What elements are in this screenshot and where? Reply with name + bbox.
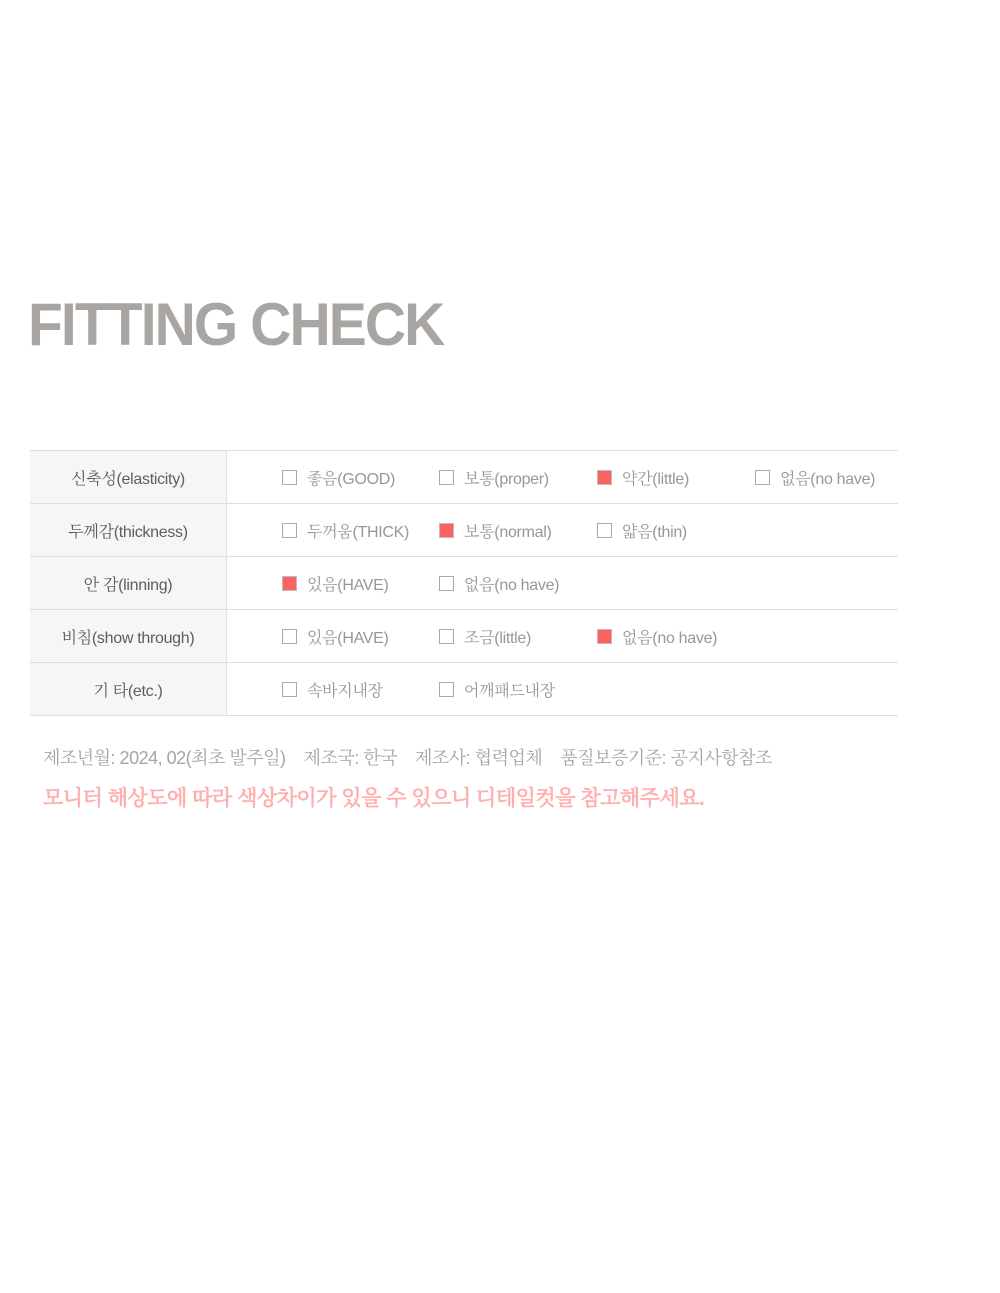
row-label: 신축성(elasticity)	[30, 451, 227, 503]
row-label: 기 타(etc.)	[30, 663, 227, 715]
row-options	[227, 557, 898, 609]
option	[755, 451, 875, 503]
checkbox-icon[interactable]	[282, 576, 297, 591]
checkbox-icon[interactable]	[282, 629, 297, 644]
fitting-check-table	[30, 450, 898, 716]
row-options	[227, 504, 898, 556]
option	[597, 451, 689, 503]
checkbox-icon[interactable]	[755, 470, 770, 485]
table-row-show-through	[30, 610, 898, 663]
option	[282, 557, 389, 609]
table-row-thickness	[30, 504, 898, 557]
option	[439, 504, 551, 556]
option-label: 얇음(thin)	[622, 523, 687, 541]
option	[597, 610, 717, 662]
option-label: 두꺼움(THICK)	[307, 523, 410, 541]
checkbox-icon[interactable]	[597, 523, 612, 538]
option	[282, 610, 389, 662]
option-label: 약간(little)	[622, 470, 690, 488]
manufacturer: 제조사: 협력업체	[415, 748, 543, 768]
manufacture-country: 제조국: 한국	[303, 748, 398, 768]
option	[282, 504, 409, 556]
checkbox-icon[interactable]	[597, 629, 612, 644]
checkbox-icon[interactable]	[439, 682, 454, 697]
option-label: 없음(no have)	[464, 576, 560, 594]
option	[439, 610, 531, 662]
checkbox-icon[interactable]	[439, 576, 454, 591]
option	[597, 504, 687, 556]
table-row-etc	[30, 663, 898, 716]
option-label: 보통(proper)	[464, 470, 549, 488]
option-label: 있음(HAVE)	[307, 629, 389, 647]
checkbox-icon[interactable]	[282, 523, 297, 538]
option-label: 보통(normal)	[464, 523, 552, 541]
quality-guarantee-standard: 품질보증기준: 공지사항참조	[560, 748, 772, 768]
option	[439, 557, 559, 609]
option	[439, 451, 549, 503]
option-label: 조금(little)	[464, 629, 532, 647]
color-difference-notice: 모니터 해상도에 따라 색상차이가 있을 수 있으니 디테일컷을 참고해주세요.	[43, 787, 705, 810]
option	[282, 451, 395, 503]
checkbox-icon[interactable]	[282, 682, 297, 697]
checkbox-icon[interactable]	[439, 470, 454, 485]
row-label: 두께감(thickness)	[30, 504, 227, 556]
option-label: 있음(HAVE)	[307, 576, 389, 594]
table-row-elasticity	[30, 451, 898, 504]
checkbox-icon[interactable]	[439, 523, 454, 538]
option-label: 속바지내장	[307, 682, 383, 700]
checkbox-icon[interactable]	[439, 629, 454, 644]
option-label: 없음(no have)	[622, 629, 718, 647]
option-label: 어깨패드내장	[464, 682, 555, 700]
page-title: FITTING CHECK	[28, 291, 444, 358]
row-options	[227, 451, 898, 503]
manufacture-date: 제조년월: 2024, 02(최초 발주일)	[43, 748, 286, 768]
table-row-lining	[30, 557, 898, 610]
checkbox-icon[interactable]	[282, 470, 297, 485]
checkbox-icon[interactable]	[597, 470, 612, 485]
manufacture-info	[43, 744, 772, 770]
row-options	[227, 663, 898, 715]
option-label: 좋음(GOOD)	[307, 470, 396, 488]
row-label: 안 감(linning)	[30, 557, 227, 609]
option	[282, 663, 383, 715]
option-label: 없음(no have)	[780, 470, 876, 488]
option	[439, 663, 555, 715]
row-options	[227, 610, 898, 662]
row-label: 비침(show through)	[30, 610, 227, 662]
